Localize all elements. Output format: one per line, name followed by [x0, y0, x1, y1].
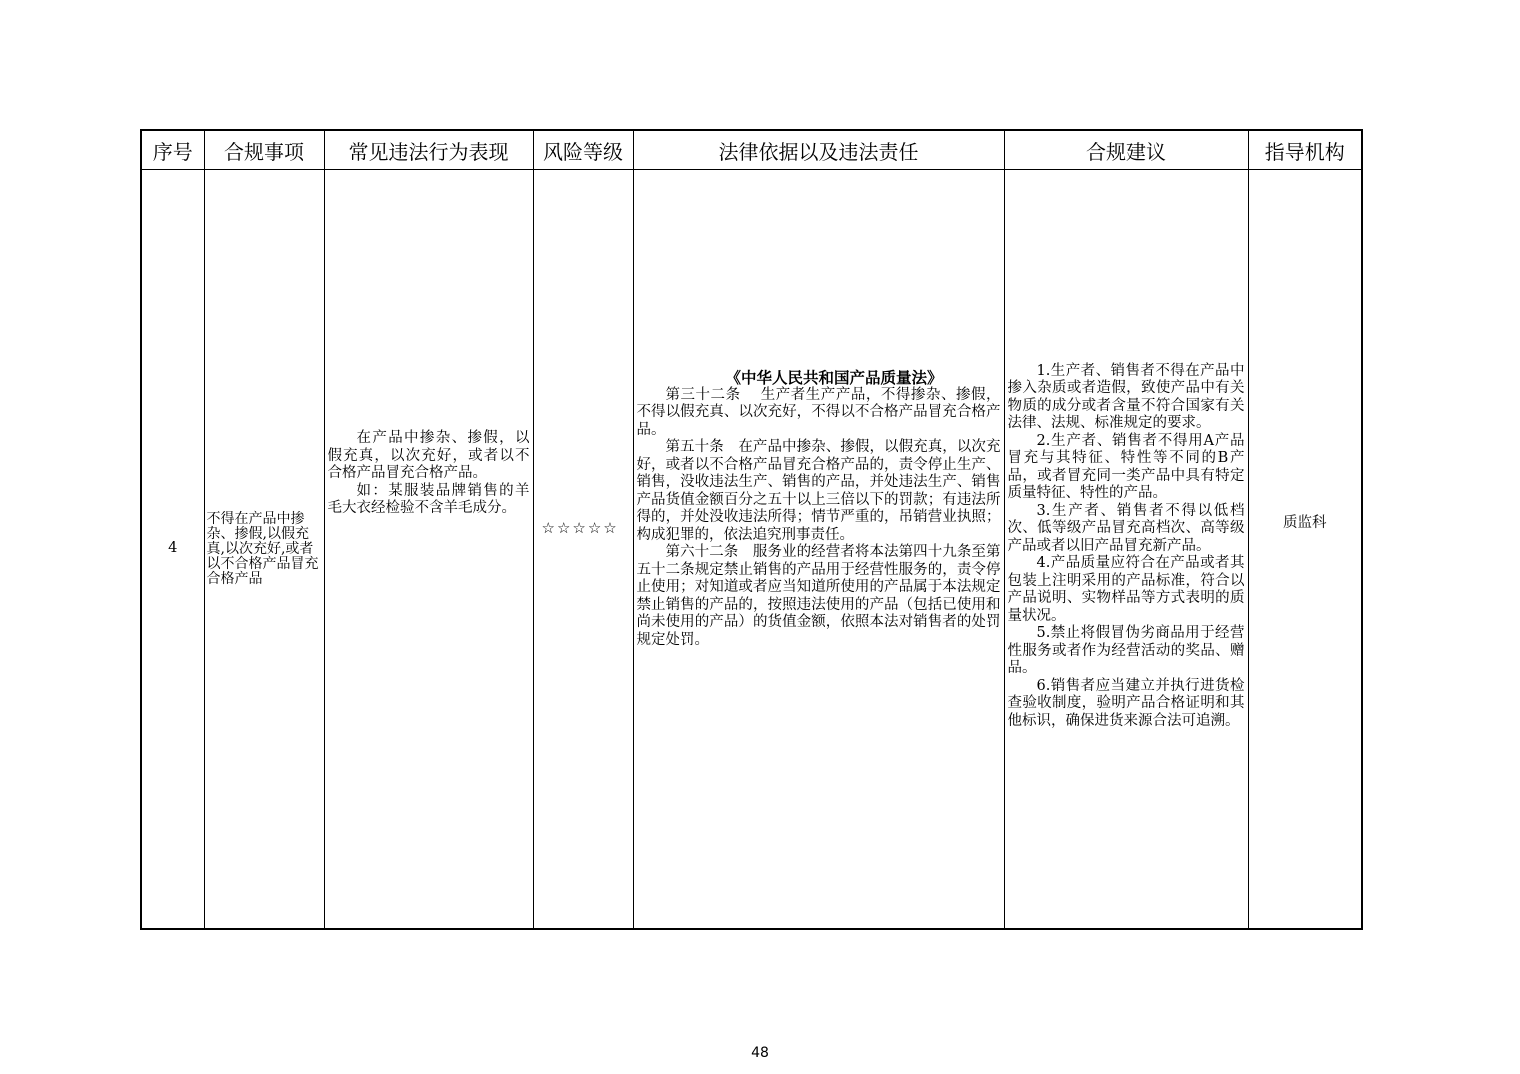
- header-violations: 常见违法行为表现: [324, 130, 533, 170]
- header-row: [141, 130, 1362, 170]
- row-legal-basis-cell: [633, 170, 1004, 930]
- law-article-62: 第六十二条 服务业的经营者将本法第四十九条至第五十二条规定禁止销售的产品用于经营性服务的，责令停止使用；对知道或者应当知道所使用的产品属于本法规定禁止销售的产品的，按照违法使用的产品（包括已使用和尚未使用的产品）的货值金额，依照本法对销售者的处罚规定处罚。: [636, 544, 1001, 648]
- violation-description: 在产品中掺杂、掺假，以假充真，以次充好，或者以不合格产品冒充合格产品。: [327, 430, 530, 482]
- suggestion-item: 5.禁止将假冒伪劣商品用于经营性服务或者作为经营活动的奖品、赠品。: [1007, 625, 1245, 677]
- compliance-table: [140, 129, 1363, 930]
- suggestion-item: 2.生产者、销售者不得用A产品冒充与其特征、特性等不同的B产品，或者冒充同一类产品中具有特定质量特征、特性的产品。: [1007, 432, 1245, 502]
- header-suggestions: 合规建议: [1004, 130, 1248, 170]
- row-compliance-item-cell: [204, 170, 324, 930]
- law-article-32: 第三十二条 生产者生产产品，不得掺杂、掺假， 不得以假充真、以次充好，不得以不合格产品冒充合格产品。: [636, 386, 1001, 438]
- row-violations-cell: [324, 170, 533, 930]
- suggestion-item: 4.产品质量应符合在产品或者其包装上注明采用的产品标准，符合以产品说明、实物样品等方式表明的质量状况。: [1007, 555, 1245, 624]
- row-agency-cell: [1248, 170, 1362, 930]
- header-risk-level: 风险等级: [533, 130, 633, 170]
- row-agency: 质监科: [1283, 515, 1327, 532]
- suggestion-item: 1.生产者、销售者不得在产品中掺入杂质或者造假，致使产品中有关物质的成分或者含量不符合国家有关法律、法规、标准规定的要求。: [1007, 362, 1245, 432]
- header-legal-basis: 法律依据以及违法责任: [633, 130, 1004, 170]
- row-compliance-item: 不得在产品中掺杂、掺假,以假充真,以次充好,或者以不合格产品冒充合格产品: [206, 510, 319, 587]
- risk-level-stars: ☆☆☆☆☆: [541, 519, 619, 537]
- violation-example: 如：某服装品牌销售的羊毛大衣经检验不含羊毛成分。: [327, 482, 530, 517]
- suggestion-item: 6.销售者应当建立并执行进货检查验收制度，验明产品合格证明和其他标识，确保进货来源合法可追溯。: [1007, 677, 1245, 729]
- row-risk-level-cell: [533, 170, 633, 930]
- header-compliance-item: 合规事项: [204, 130, 324, 170]
- row-suggestions-cell: [1004, 170, 1248, 930]
- page-number: 48: [751, 1045, 769, 1061]
- law-title: 《中华人民共和国产品质量法》: [725, 368, 943, 387]
- table-row: [141, 170, 1362, 930]
- row-index: 4: [141, 170, 204, 930]
- suggestion-item: 3.生产者、销售者不得以低档次、低等级产品冒充高档次、高等级产品或者以旧产品冒充新产品。: [1007, 502, 1245, 554]
- header-agency: 指导机构: [1248, 130, 1362, 170]
- law-article-50: 第五十条 在产品中掺杂、掺假，以假充真，以次充好，或者以不合格产品冒充合格产品的，责令停止生产、销售，没收违法生产、销售的产品，并处违法生产、销售产品货值金额百分之五十以上三倍以下的罚款；有违法所得的，并处没收违法所得；情节严重的，吊销营业执照；构成犯罪的，依法追究刑事责任。: [636, 439, 1001, 543]
- header-index: 序号: [141, 130, 204, 170]
